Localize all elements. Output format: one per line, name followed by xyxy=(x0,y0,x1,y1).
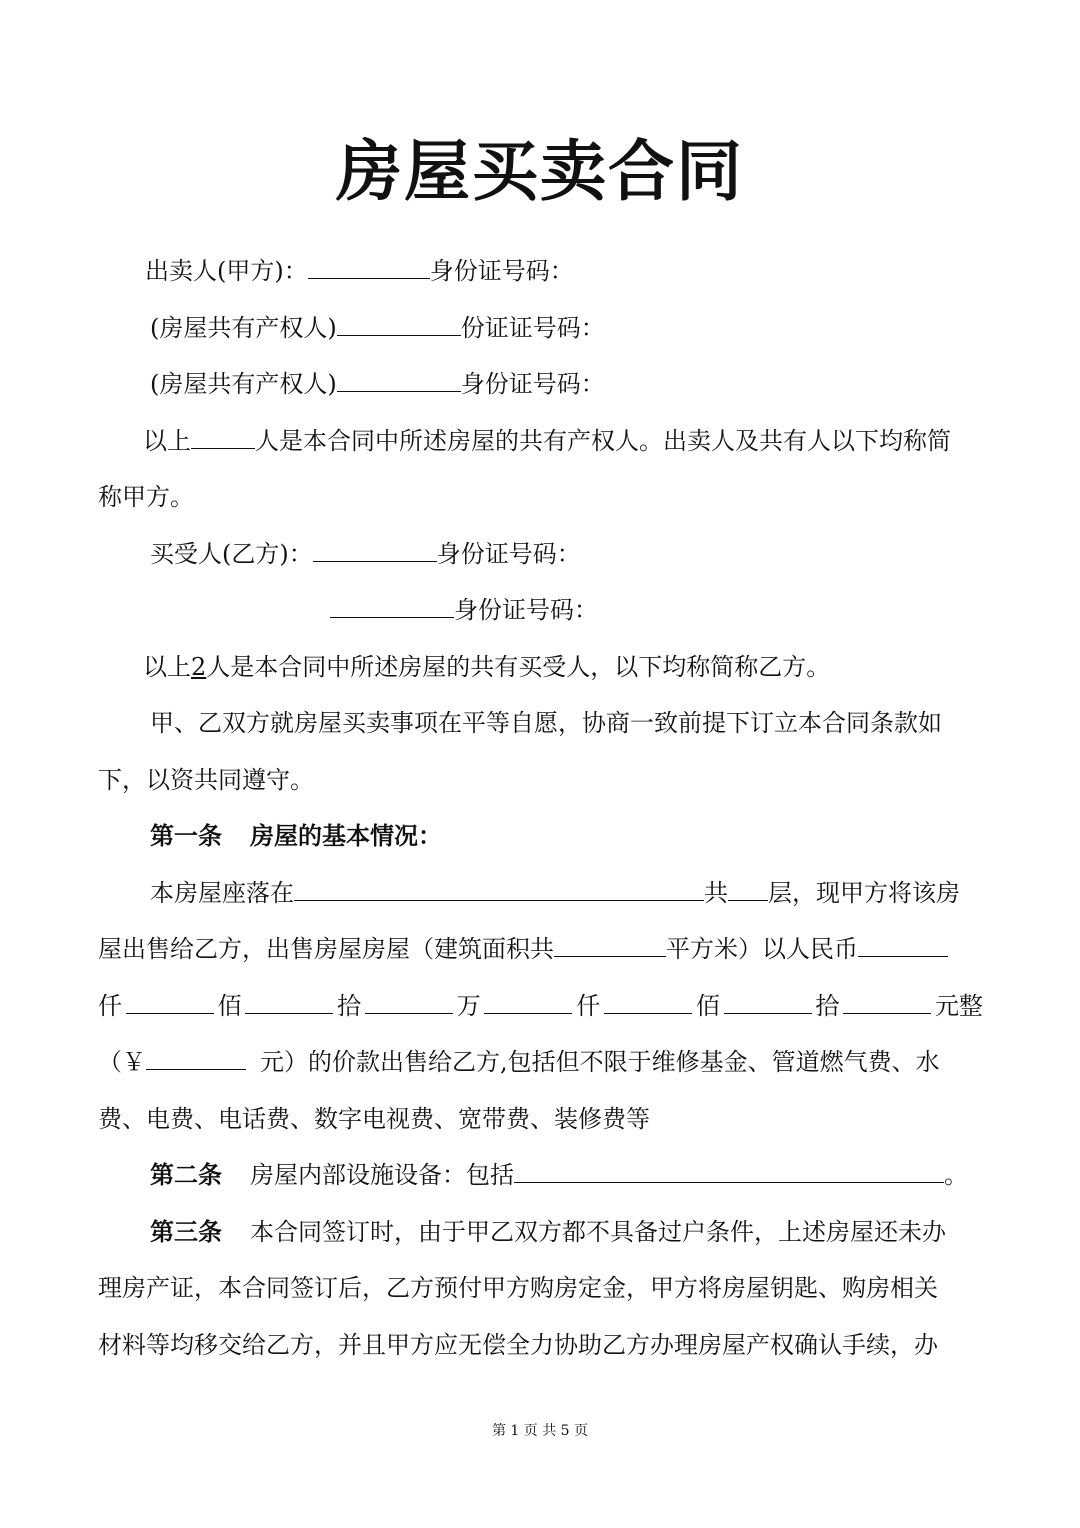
co-owner-id-label: 份证证号码： xyxy=(460,314,605,342)
area-blank[interactable] xyxy=(554,934,666,957)
unit-qian: 仟 xyxy=(98,992,122,1020)
yuan-prefix: （￥ xyxy=(98,1048,146,1076)
amount-blank[interactable] xyxy=(245,991,333,1014)
seller-summary-line1 xyxy=(143,426,951,456)
article1-number: 第一条 xyxy=(150,821,222,850)
floors-blank[interactable] xyxy=(728,878,768,901)
intro-line2: 下，以资共同遵守。 xyxy=(98,766,314,794)
area-label: 屋出售给乙方，出售房屋房屋（建筑面积共 xyxy=(98,935,554,963)
co-owner-line-1 xyxy=(150,313,605,343)
summary-prefix: 以上 xyxy=(143,427,191,455)
intro-line1: 甲、乙双方就房屋买卖事项在平等自愿，协商一致前提下订立本合同条款如 xyxy=(150,709,942,737)
unit-shi: 拾 xyxy=(815,992,840,1020)
article2-end: 。 xyxy=(944,1161,968,1189)
amount-blank[interactable] xyxy=(724,991,812,1014)
facilities-blank[interactable] xyxy=(514,1160,944,1183)
unit-qian: 仟 xyxy=(576,992,601,1020)
amount-blank[interactable] xyxy=(604,991,692,1014)
buyer-id-label: 身份证号码： xyxy=(436,540,581,568)
footer-total-pages: 5 xyxy=(560,1423,570,1439)
co-owner-name-blank[interactable] xyxy=(337,313,461,336)
summary-prefix: 以上 xyxy=(143,653,191,681)
floors-prefix: 共 xyxy=(704,879,728,907)
article1-heading-line xyxy=(150,821,442,851)
buyer-count: 2 xyxy=(191,653,207,681)
article3-line3: 材料等均移交给乙方，并且甲方应无偿全力协助乙方办理房屋产权确认手续，办 xyxy=(98,1331,938,1359)
article1-title: 房屋的基本情况： xyxy=(250,821,442,850)
amount-blank[interactable] xyxy=(365,991,453,1014)
price-label: 平方米）以人民币 xyxy=(666,935,858,963)
price-blank[interactable] xyxy=(858,934,948,957)
buyer-name-blank[interactable] xyxy=(313,539,437,562)
article1-area-line xyxy=(98,934,948,964)
buyer-line xyxy=(150,539,581,569)
article3-number: 第三条 xyxy=(150,1217,222,1246)
floors-suffix: 层，现甲方将该房 xyxy=(768,879,960,907)
unit-bai: 佰 xyxy=(217,992,242,1020)
article3-line1 xyxy=(150,1217,946,1247)
summary-text: 人是本合同中所述房屋的共有产权人。出卖人及共有人以下均称简 xyxy=(255,427,951,455)
amount-blank[interactable] xyxy=(843,991,931,1014)
yuan-suffix: 元）的价款出售给乙方,包括但不限于维修基金、管道燃气费、水 xyxy=(260,1048,940,1076)
location-label: 本房屋座落在 xyxy=(150,879,294,907)
buyer-summary xyxy=(143,652,830,682)
summary-text: 人是本合同中所述房屋的共有买受人，以下均称简称乙方。 xyxy=(206,653,831,681)
buyer-2-name-blank[interactable] xyxy=(330,595,454,618)
amount-blank[interactable] xyxy=(126,991,214,1014)
seller-label: 出卖人(甲方)： xyxy=(145,257,308,285)
footer-page-number: 1 xyxy=(510,1423,520,1439)
co-owner-id-label: 身份证号码： xyxy=(460,370,605,398)
footer-prefix: 第 xyxy=(491,1423,506,1439)
article1-fees-line: 费、电费、电话费、数字电视费、宽带费、装修费等 xyxy=(98,1105,650,1133)
article2-text: 房屋内部设施设备：包括 xyxy=(250,1161,514,1189)
article2-line xyxy=(150,1160,968,1190)
page-footer xyxy=(0,1420,1080,1440)
article1-yuan-line xyxy=(98,1047,940,1077)
unit-wan: 万 xyxy=(456,992,481,1020)
article3-line2: 理房产证，本合同签订后，乙方预付甲方购房定金，甲方将房屋钥匙、购房相关 xyxy=(98,1274,938,1302)
seller-summary-line2: 称甲方。 xyxy=(98,483,194,511)
seller-name-blank[interactable] xyxy=(308,256,430,279)
co-owner-name-blank[interactable] xyxy=(337,369,461,392)
co-owner-label: (房屋共有产权人) xyxy=(150,370,337,398)
seller-count-blank[interactable] xyxy=(191,426,255,449)
unit-yuan: 元整 xyxy=(934,992,983,1020)
footer-middle: 页 共 xyxy=(523,1423,557,1439)
article3-text: 本合同签订时，由于甲乙双方都不具备过户条件，上述房屋还未办 xyxy=(250,1218,946,1246)
co-owner-line-2 xyxy=(150,369,605,399)
unit-shi: 拾 xyxy=(337,992,362,1020)
yuan-amount-blank[interactable] xyxy=(146,1047,246,1070)
co-owner-label: (房屋共有产权人) xyxy=(150,314,337,342)
buyer-label: 买受人(乙方)： xyxy=(150,540,313,568)
buyer-2-id-label: 身份证号码： xyxy=(454,596,598,624)
footer-suffix: 页 xyxy=(574,1423,589,1439)
article1-location-line xyxy=(150,878,960,908)
unit-bai: 佰 xyxy=(695,992,720,1020)
document-title: 房屋买卖合同 xyxy=(336,132,744,210)
location-blank[interactable] xyxy=(294,878,704,901)
amount-blank[interactable] xyxy=(484,991,572,1014)
seller-line xyxy=(145,256,574,286)
seller-id-label: 身份证号码： xyxy=(429,257,574,285)
article2-number: 第二条 xyxy=(150,1160,222,1189)
buyer-line-2 xyxy=(330,595,598,625)
article1-amount-line xyxy=(98,991,983,1021)
